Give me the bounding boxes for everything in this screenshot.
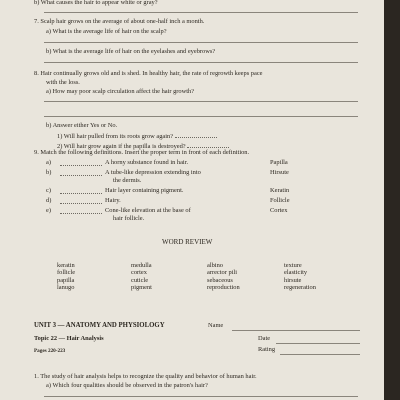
answer-blank[interactable] [175, 131, 217, 138]
question-6b: b) What causes the hair to appear white or gray? [34, 0, 158, 6]
definition-text: Hair layer containing pigment. [105, 187, 184, 194]
name-field[interactable] [232, 330, 360, 331]
word-review-title: WORD REVIEW [162, 238, 213, 246]
term-blank[interactable] [60, 187, 102, 194]
definition-row [46, 207, 51, 215]
answer-line [44, 101, 358, 102]
review-word: pigment [131, 284, 152, 292]
review-word: albino [207, 262, 223, 269]
review-word: medulla [131, 262, 152, 269]
definition-row [46, 197, 51, 205]
question-8-line1: 8. Hair continually grows old and is shed. In healthy hair, the rate of regrowth keeps pace [34, 70, 263, 77]
term-blank[interactable] [60, 159, 102, 166]
term-blank[interactable] [60, 197, 102, 204]
review-word: cuticle [131, 276, 149, 284]
answer-line [44, 116, 358, 117]
review-word: texture [284, 262, 302, 269]
answer-line [44, 396, 358, 397]
question-8a: a) How may poor scalp circulation affect the hair growth? [46, 88, 195, 95]
definition-letter: b) [46, 169, 52, 176]
question-7: 7. Scalp hair grows on the average of about one-half inch a month. [34, 18, 205, 25]
question-8b: b) Answer either Yes or No. [46, 122, 118, 129]
match-term: Papilla [270, 159, 288, 166]
match-term: Cortex [270, 207, 288, 214]
topic-heading: Topic 22 — Hair Analysis [34, 335, 104, 342]
review-word: arrector pili [207, 269, 237, 277]
question-9: 9. Match the following definitions. Insert the proper term in front of each definition. [34, 149, 250, 156]
definition-row [46, 169, 51, 177]
definition-text-cont: the dermis. [113, 177, 142, 184]
definition-text: A horny substance found in hair. [105, 159, 189, 166]
review-word: regeneration [284, 284, 316, 292]
term-blank[interactable] [60, 169, 102, 176]
question-8b1 [57, 131, 217, 141]
definition-text: Hairy. [105, 197, 121, 204]
answer-line [44, 42, 358, 43]
question-1: 1. The study of hair analysis helps to recognize the quality and behavior of human hair. [34, 373, 257, 380]
answer-blank[interactable] [187, 141, 229, 148]
match-term: Hirsute [270, 169, 289, 176]
review-word: sebaceous [207, 276, 233, 284]
question-8b1-text: 1) Will hair pulled from its roots grow again? [57, 133, 174, 140]
question-8b2-text: 2) Will hair grow again if the papilla is destroyed? [57, 143, 186, 150]
question-7a: a) What is the average life of hair on the scalp? [46, 28, 167, 35]
definition-letter: a) [46, 159, 51, 166]
definition-letter: d) [46, 197, 52, 204]
review-word: elasticity [284, 269, 308, 277]
definition-text-cont: hair follicle. [113, 215, 145, 222]
question-1a: a) Which four qualities should be observed in the patron's hair? [46, 382, 208, 389]
match-term: Follicle [270, 197, 290, 204]
review-word: cortex [131, 269, 147, 277]
review-word: hirsute [284, 276, 302, 284]
rating-label: Rating [258, 346, 276, 353]
question-7b: b) What is the average life of hair on the eyelashes and eyebrows? [46, 48, 216, 55]
definition-letter: e) [46, 207, 51, 214]
answer-line [44, 12, 358, 13]
review-word: reproduction [207, 284, 240, 292]
review-word: lanugo [57, 284, 75, 292]
name-label: Name [208, 322, 224, 329]
date-label: Date [258, 335, 271, 342]
word-review-col-1 [57, 262, 75, 292]
term-blank[interactable] [60, 207, 102, 214]
word-review-col-3 [207, 262, 240, 292]
word-review-col-2 [131, 262, 152, 292]
unit-heading: UNIT 3 — ANATOMY AND PHYSIOLOGY [34, 322, 165, 329]
answer-line [44, 62, 358, 63]
date-field[interactable] [276, 343, 360, 344]
question-8-line2: with the loss. [46, 79, 80, 86]
definition-row [46, 187, 51, 195]
definition-row [46, 159, 51, 167]
review-word: papilla [57, 276, 75, 284]
match-term: Keratin [270, 187, 290, 194]
rating-field[interactable] [280, 354, 360, 355]
review-word: keratin [57, 262, 75, 269]
pages-label: Pages 220-223 [34, 348, 66, 354]
definition-text: Cone-like elevation at the base of [105, 207, 191, 214]
definition-text: A tube-like depression extending into [105, 169, 201, 176]
definition-letter: c) [46, 187, 51, 194]
review-word: follicle [57, 269, 76, 277]
word-review-col-4 [284, 262, 316, 292]
